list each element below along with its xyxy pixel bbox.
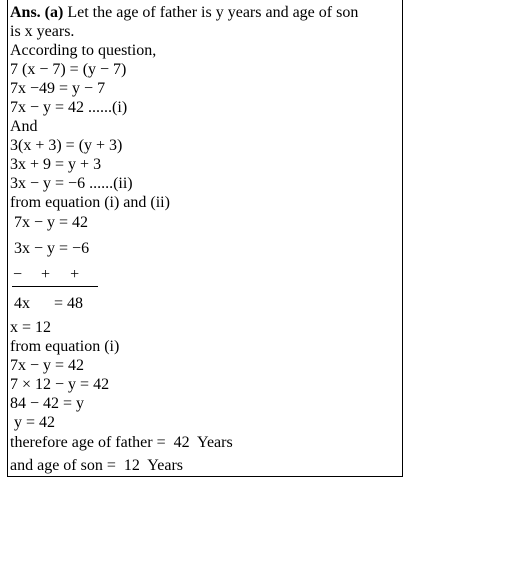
- equation-2: 7x −49 = y − 7: [10, 80, 106, 97]
- according-line: According to question,: [10, 42, 157, 59]
- equation-3: 7x − y = 42 ......(i): [10, 99, 128, 116]
- substitution-1: 7x − y = 42: [10, 357, 85, 374]
- system-equation-1: 7x − y = 42: [14, 214, 89, 231]
- result-line: 4x = 48: [14, 295, 84, 312]
- equation-1: 7 (x − 7) = (y − 7): [10, 61, 127, 78]
- equation-4: 3(x + 3) = (y + 3): [10, 137, 123, 154]
- and-line: And: [10, 118, 38, 135]
- father-age-line: therefore age of father = 42 Years: [10, 434, 233, 451]
- sign-minus: −: [13, 266, 23, 283]
- answer-intro-line-2: is x years.: [10, 23, 75, 40]
- equation-5: 3x + 9 = y + 3: [10, 156, 102, 173]
- from-equation-1-line: from equation (i): [10, 338, 120, 355]
- sign-plus-2: +: [70, 266, 80, 283]
- x-value-line: x = 12: [10, 319, 52, 336]
- substitution-2: 7 × 12 − y = 42: [10, 376, 110, 393]
- from-equations-line: from equation (i) and (ii): [10, 194, 170, 211]
- system-equation-2: 3x − y = −6: [14, 240, 90, 257]
- answer-label: Ans. (a): [10, 4, 64, 21]
- sign-plus-1: +: [41, 266, 51, 283]
- son-age-line: and age of son = 12 Years: [10, 457, 183, 474]
- subtraction-signs: [13, 265, 79, 284]
- answer-intro-line-1: [10, 3, 358, 22]
- equation-6: 3x − y = −6 ......(ii): [10, 175, 133, 192]
- intro-text: Let the age of father is y years and age of son: [63, 4, 359, 21]
- substitution-3: 84 − 42 = y: [10, 395, 85, 412]
- y-value-line: y = 42: [10, 414, 56, 431]
- subtraction-rule: [12, 286, 98, 287]
